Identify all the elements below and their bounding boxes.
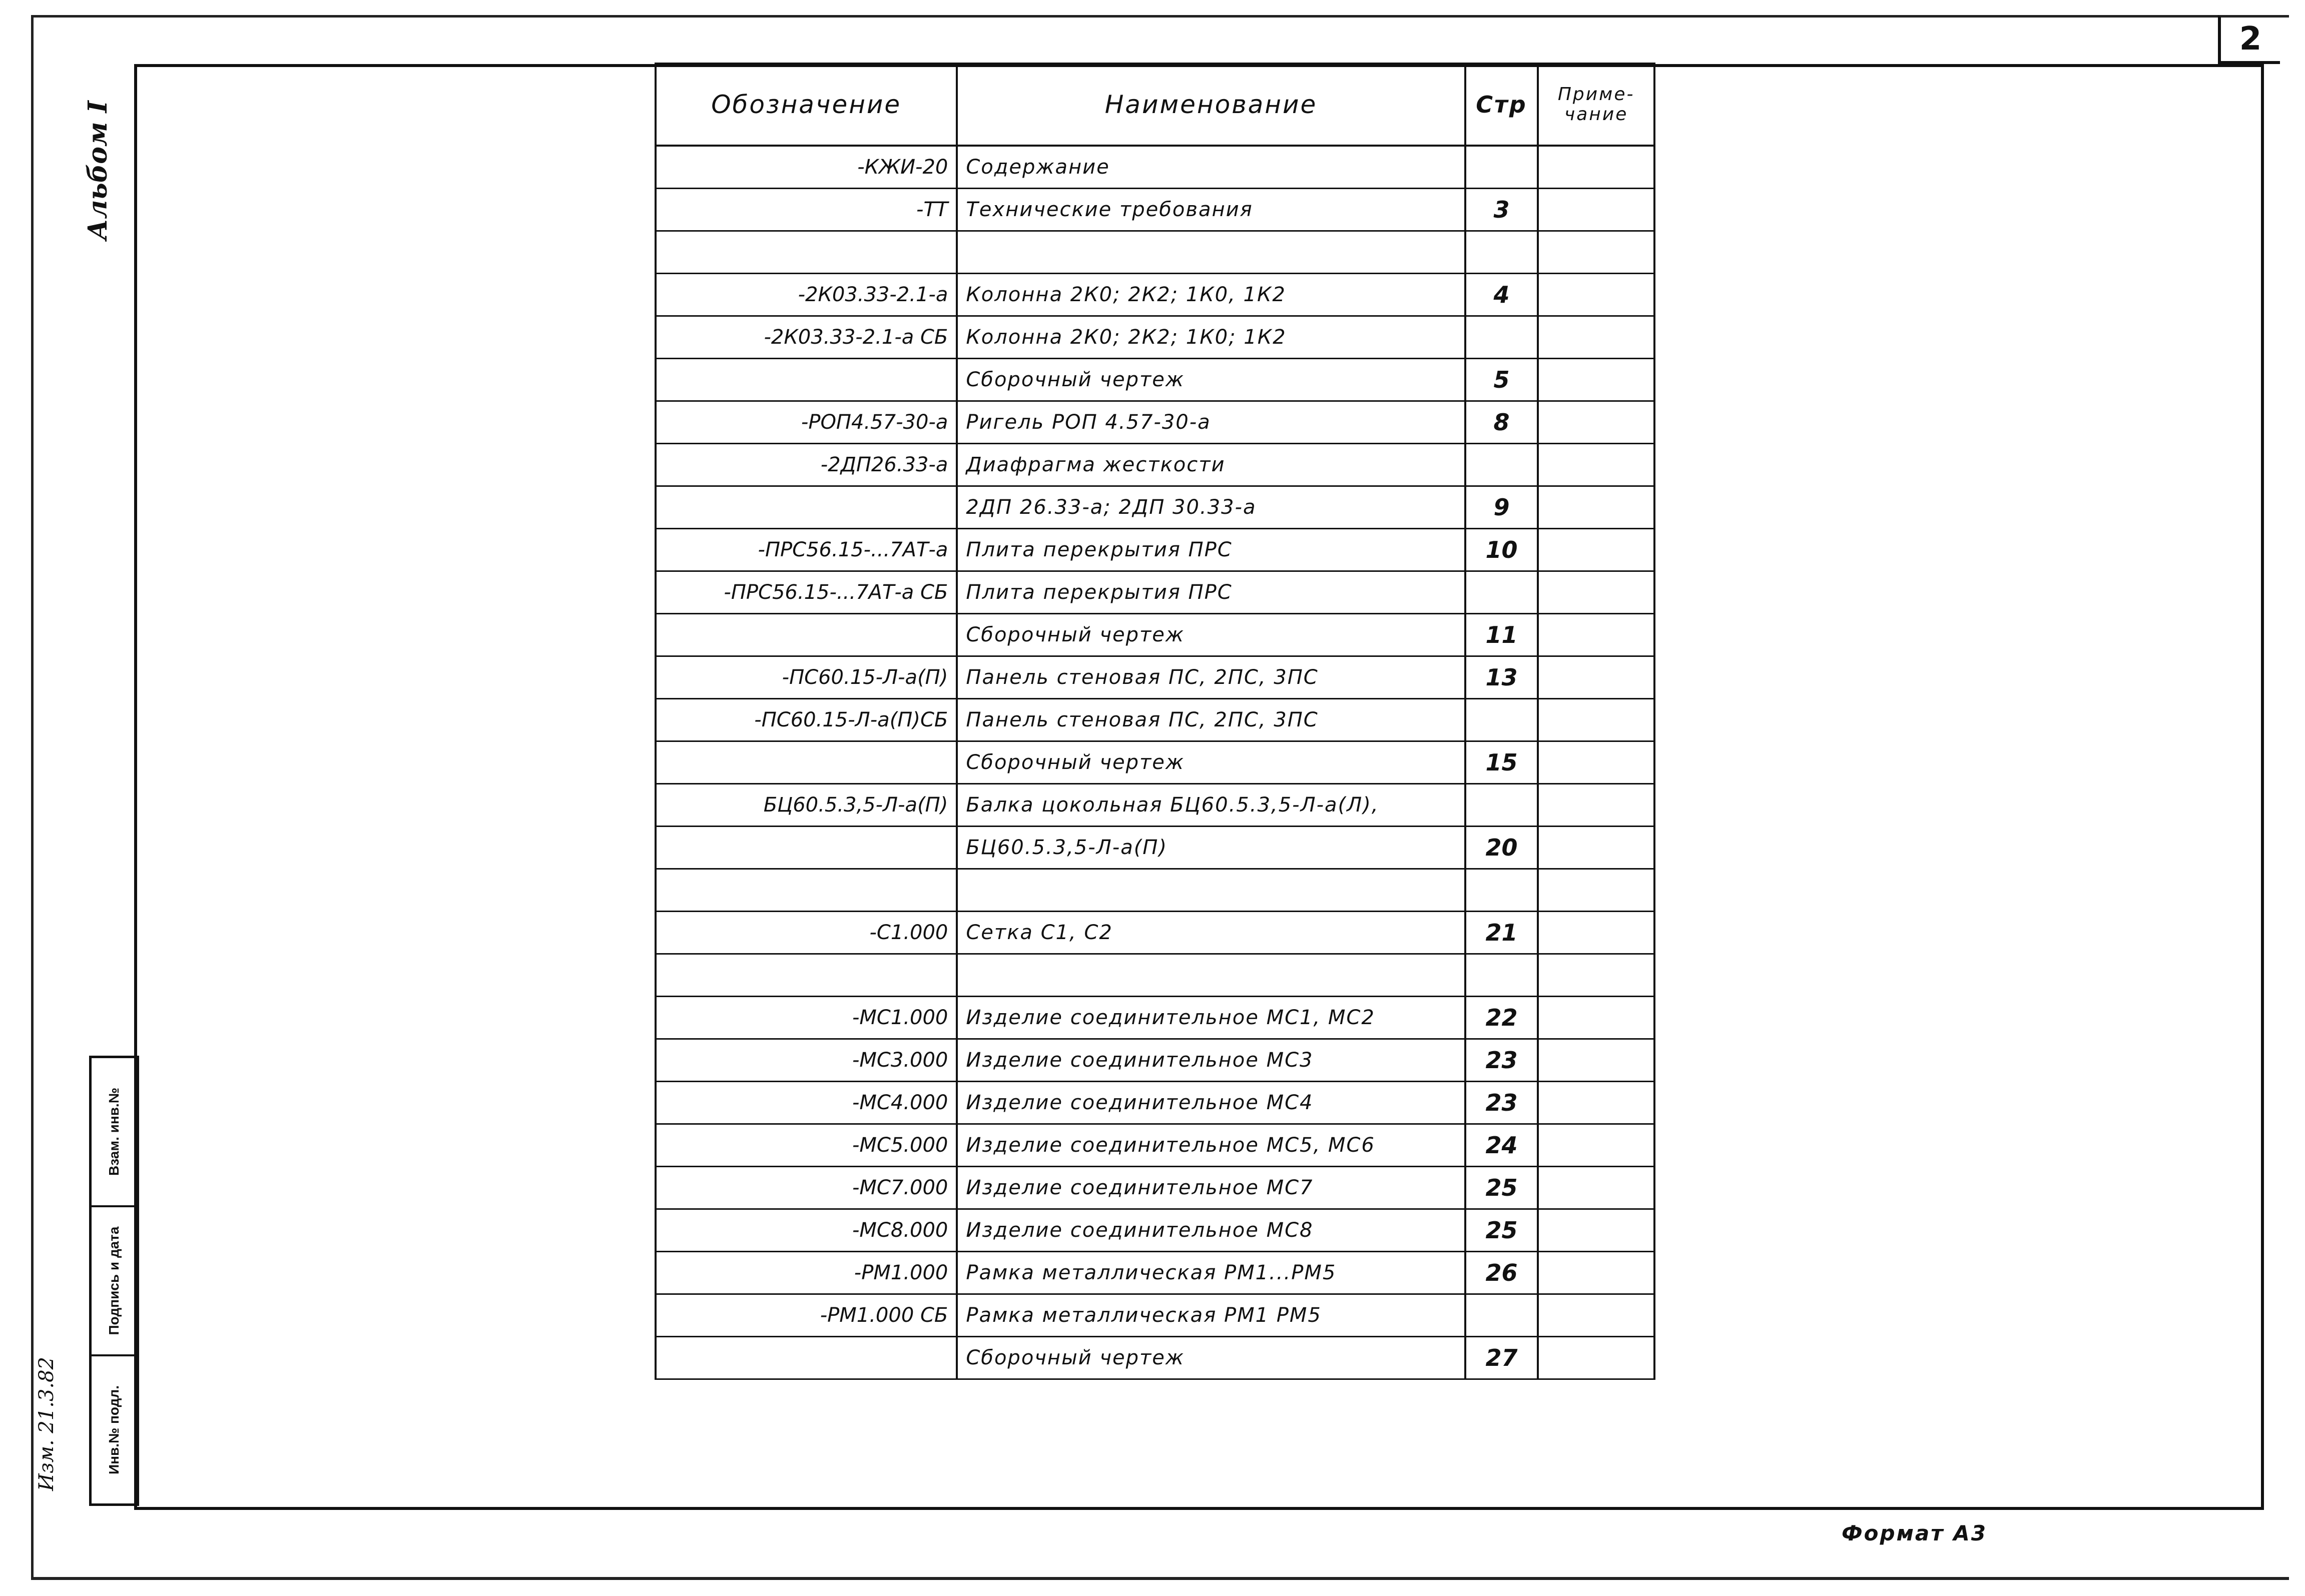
table-row [656, 189, 1654, 231]
row-code: -С1.000 [656, 912, 957, 954]
contents-table [655, 63, 1655, 1380]
row-note [1538, 1039, 1654, 1082]
row-code: БЦ60.5.3,5-Л-а(П) [656, 784, 957, 827]
row-page [1465, 444, 1538, 486]
row-name: Панель стеновая ПС, 2ПС, 3ПС [957, 656, 1465, 699]
row-note [1538, 571, 1654, 614]
header-note: Приме- чание [1538, 64, 1654, 146]
table-row [656, 1124, 1654, 1167]
table-row [656, 1252, 1654, 1294]
row-code: -2ДП26.33-а [656, 444, 957, 486]
row-note [1538, 1252, 1654, 1294]
row-code: -2К03.33-2.1-а [656, 274, 957, 316]
row-note [1538, 741, 1654, 784]
row-code: -ПРС56.15-...7АТ-а СБ [656, 571, 957, 614]
row-code: -ПС60.15-Л-а(П) [656, 656, 957, 699]
row-code: -МС5.000 [656, 1124, 957, 1167]
row-name [957, 869, 1465, 912]
table-header-row [656, 64, 1654, 146]
row-note [1538, 1209, 1654, 1252]
row-note [1538, 1167, 1654, 1209]
header-code: Обозначение [656, 64, 957, 146]
row-note [1538, 954, 1654, 997]
row-page [1465, 784, 1538, 827]
row-code: -ТТ [656, 189, 957, 231]
row-name: БЦ60.5.3,5-Л-а(П) [957, 827, 1465, 869]
row-note [1538, 359, 1654, 401]
row-name: Рамка металлическая РМ1 РМ5 [957, 1294, 1465, 1337]
row-note [1538, 997, 1654, 1039]
table-row [656, 231, 1654, 274]
row-note [1538, 444, 1654, 486]
table-row [656, 1039, 1654, 1082]
row-note [1538, 699, 1654, 741]
side-signature: Изм. 21.3.82 [35, 1357, 58, 1491]
row-name: Плита перекрытия ПРС [957, 529, 1465, 571]
row-note [1538, 146, 1654, 189]
row-note [1538, 1124, 1654, 1167]
row-page: 13 [1465, 656, 1538, 699]
row-name [957, 954, 1465, 997]
row-code [656, 1337, 957, 1379]
row-code: -МС3.000 [656, 1039, 957, 1082]
row-name: 2ДП 26.33-а; 2ДП 30.33-а [957, 486, 1465, 529]
sheet-number: 2 [2239, 21, 2262, 58]
stamp-cell-replace: Взам. инв.№ [106, 1088, 122, 1176]
row-note [1538, 316, 1654, 359]
row-code [656, 827, 957, 869]
row-name: Сборочный чертеж [957, 1337, 1465, 1379]
row-code [656, 869, 957, 912]
row-page: 25 [1465, 1209, 1538, 1252]
row-code [656, 231, 957, 274]
row-page: 3 [1465, 189, 1538, 231]
table-row [656, 274, 1654, 316]
row-code [656, 614, 957, 656]
row-name: Сетка С1, С2 [957, 912, 1465, 954]
row-page: 23 [1465, 1082, 1538, 1124]
table-row [656, 316, 1654, 359]
row-page: 10 [1465, 529, 1538, 571]
row-page: 4 [1465, 274, 1538, 316]
row-page: 23 [1465, 1039, 1538, 1082]
row-note [1538, 1294, 1654, 1337]
row-code: -2К03.33-2.1-а СБ [656, 316, 957, 359]
row-note [1538, 529, 1654, 571]
row-code: -РОП4.57-30-а [656, 401, 957, 444]
row-note [1538, 1337, 1654, 1379]
row-name [957, 231, 1465, 274]
row-page [1465, 1294, 1538, 1337]
table-row [656, 912, 1654, 954]
row-note [1538, 614, 1654, 656]
row-note [1538, 486, 1654, 529]
table-row [656, 614, 1654, 656]
row-code [656, 359, 957, 401]
row-code: -ПРС56.15-...7АТ-а [656, 529, 957, 571]
row-page: 26 [1465, 1252, 1538, 1294]
table-row [656, 571, 1654, 614]
row-page: 5 [1465, 359, 1538, 401]
row-name: Колонна 2К0; 2К2; 1К0, 1К2 [957, 274, 1465, 316]
row-note [1538, 869, 1654, 912]
row-note [1538, 1082, 1654, 1124]
row-note [1538, 656, 1654, 699]
row-page: 24 [1465, 1124, 1538, 1167]
row-page [1465, 699, 1538, 741]
row-code: -МС7.000 [656, 1167, 957, 1209]
table-row [656, 997, 1654, 1039]
table-row [656, 954, 1654, 997]
table-row [656, 401, 1654, 444]
table-row [656, 1337, 1654, 1379]
table-row [656, 699, 1654, 741]
row-page: 15 [1465, 741, 1538, 784]
row-name: Содержание [957, 146, 1465, 189]
row-page: 9 [1465, 486, 1538, 529]
row-name: Ригель РОП 4.57-30-а [957, 401, 1465, 444]
row-name: Диафрагма жесткости [957, 444, 1465, 486]
row-name: Технические требования [957, 189, 1465, 231]
row-name: Изделие соединительное МС4 [957, 1082, 1465, 1124]
row-code: -МС1.000 [656, 997, 957, 1039]
table-body [656, 146, 1654, 1379]
row-code [656, 954, 957, 997]
side-stamp [89, 1056, 139, 1506]
row-page [1465, 571, 1538, 614]
row-name: Сборочный чертеж [957, 614, 1465, 656]
row-code: -КЖИ-20 [656, 146, 957, 189]
format-label: Формат А3 [1842, 1521, 1987, 1545]
row-note [1538, 231, 1654, 274]
table-row [656, 1082, 1654, 1124]
row-page [1465, 316, 1538, 359]
table-row [656, 656, 1654, 699]
stamp-cell-inv: Инв.№ подл. [92, 1354, 137, 1503]
row-name: Изделие соединительное МС8 [957, 1209, 1465, 1252]
table-row [656, 869, 1654, 912]
row-page [1465, 146, 1538, 189]
row-note [1538, 401, 1654, 444]
row-page [1465, 231, 1538, 274]
row-page [1465, 954, 1538, 997]
row-name: Сборочный чертеж [957, 741, 1465, 784]
row-name: Изделие соединительное МС7 [957, 1167, 1465, 1209]
row-name: Изделие соединительное МС5, МС6 [957, 1124, 1465, 1167]
row-code: -МС4.000 [656, 1082, 957, 1124]
table-row [656, 784, 1654, 827]
table-row [656, 444, 1654, 486]
row-note [1538, 189, 1654, 231]
row-code: -РМ1.000 СБ [656, 1294, 957, 1337]
row-name: Изделие соединительное МС3 [957, 1039, 1465, 1082]
row-name: Панель стеновая ПС, 2ПС, 3ПС [957, 699, 1465, 741]
row-page: 20 [1465, 827, 1538, 869]
row-name: Сборочный чертеж [957, 359, 1465, 401]
row-name: Колонна 2К0; 2К2; 1К0; 1К2 [957, 316, 1465, 359]
row-code: -РМ1.000 [656, 1252, 957, 1294]
table-row [656, 1209, 1654, 1252]
table-row [656, 741, 1654, 784]
row-code: -МС8.000 [656, 1209, 957, 1252]
table-row [656, 146, 1654, 189]
row-code: -ПС60.15-Л-а(П)СБ [656, 699, 957, 741]
row-note [1538, 827, 1654, 869]
row-name: Балка цокольная БЦ60.5.3,5-Л-а(Л), [957, 784, 1465, 827]
row-page: 22 [1465, 997, 1538, 1039]
row-page: 8 [1465, 401, 1538, 444]
row-name: Рамка металлическая РМ1...РМ5 [957, 1252, 1465, 1294]
row-name: Изделие соединительное МС1, МС2 [957, 997, 1465, 1039]
header-page: Стр [1465, 64, 1538, 146]
row-page: 11 [1465, 614, 1538, 656]
table-row [656, 359, 1654, 401]
table-row [656, 1294, 1654, 1337]
row-page: 21 [1465, 912, 1538, 954]
table-row [656, 486, 1654, 529]
table-row [656, 1167, 1654, 1209]
header-name: Наименование [957, 64, 1465, 146]
album-label: Альбом I [83, 101, 113, 240]
row-note [1538, 784, 1654, 827]
row-page: 25 [1465, 1167, 1538, 1209]
row-name: Плита перекрытия ПРС [957, 571, 1465, 614]
sheet-number-box [2218, 15, 2280, 64]
row-page: 27 [1465, 1337, 1538, 1379]
table-row [656, 529, 1654, 571]
table-row [656, 827, 1654, 869]
row-page [1465, 869, 1538, 912]
stamp-cell-signature: Подпись и дата [92, 1205, 137, 1354]
row-code [656, 486, 957, 529]
row-note [1538, 912, 1654, 954]
row-note [1538, 274, 1654, 316]
row-code [656, 741, 957, 784]
